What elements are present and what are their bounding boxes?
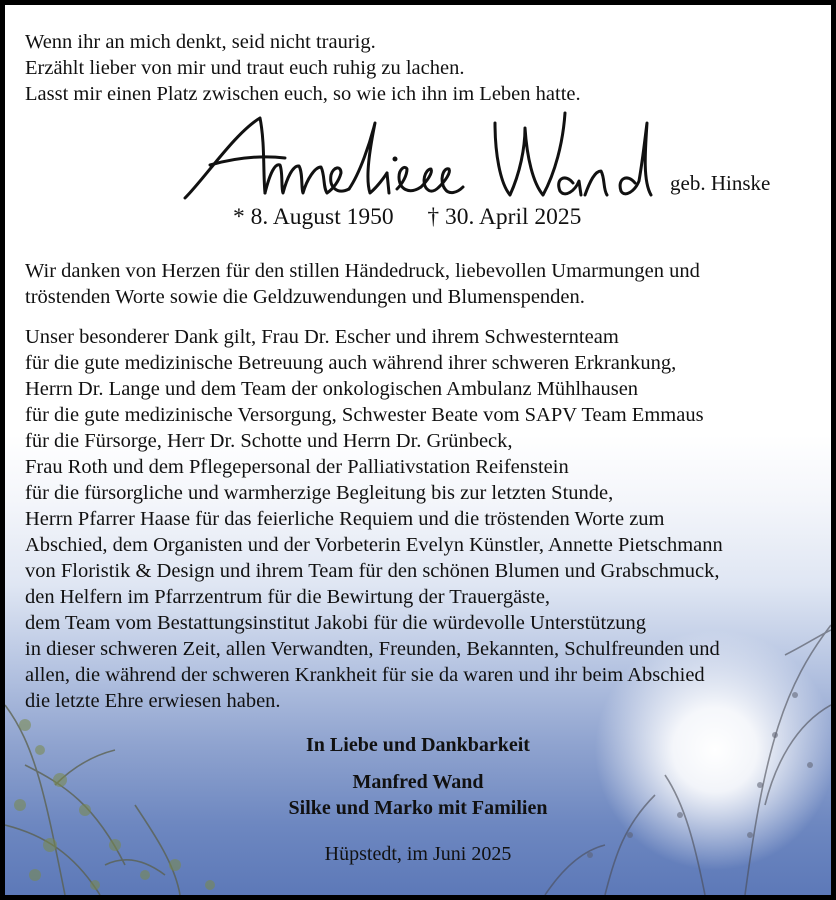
thanks-body-line: allen, die während der schweren Krankheit für sie da waren und ihr beim Abschied xyxy=(25,664,705,686)
thanks-body-line: die letzte Ehre erwiesen haben. xyxy=(25,690,281,712)
life-dates xyxy=(233,204,581,231)
thanks-body-line: von Floristik & Design und ihrem Team für den schönen Blumen und Grabschmuck, xyxy=(25,560,720,582)
thanks-body-line: Herrn Dr. Lange und dem Team der onkologischen Ambulanz Mühlhausen xyxy=(25,378,639,400)
signatory: Manfred Wand xyxy=(352,771,484,793)
thanks-intro-line: Wir danken von Herzen für den stillen Händedruck, liebevollen Umarmungen und xyxy=(25,260,700,282)
born-symbol: * xyxy=(233,204,245,230)
deceased-name-script xyxy=(165,103,665,218)
content xyxy=(5,5,831,895)
thanks-body-line: Herrn Pfarrer Haase für das feierliche Requiem und die tröstenden Worte zum xyxy=(25,508,665,530)
verse-line: Lasst mir einen Platz zwischen euch, so wie ich ihn im Leben hatte. xyxy=(25,83,581,105)
closing-phrase: In Liebe und Dankbarkeit xyxy=(306,734,530,756)
thanks-body-line: Abschied, dem Organisten und der Vorbeterin Evelyn Künstler, Annette Pietschmann xyxy=(25,534,723,556)
death-date: 30. April 2025 xyxy=(444,204,582,230)
thanks-body-line: für die fürsorgliche und warmherzige Begleitung bis zur letzten Stunde, xyxy=(25,482,614,504)
birth-name: geb. Hinske xyxy=(670,171,771,195)
thanks-body-line: Unser besonderer Dank gilt, Frau Dr. Escher und ihrem Schwesternteam xyxy=(25,326,619,348)
thanks-body-line: für die gute medizinische Versorgung, Schwester Beate vom SAPV Team Emmaus xyxy=(25,404,704,426)
thanks-body-line: in dieser schweren Zeit, allen Verwandten, Freunden, Bekannten, Schulfreunden und xyxy=(25,638,720,660)
thanks-body-line: dem Team vom Bestattungsinstitut Jakobi für die würdevolle Unterstützung xyxy=(25,612,647,634)
signatory: Silke und Marko mit Familien xyxy=(288,797,548,819)
cross-icon: † xyxy=(427,204,440,230)
thanks-intro-line: tröstenden Worte sowie die Geldzuwendungen und Blumenspenden. xyxy=(25,286,585,308)
verse-line: Erzählt lieber von mir und traut euch ruhig zu lachen. xyxy=(25,57,465,79)
thanks-body-line: Frau Roth und dem Pflegepersonal der Palliativstation Reifenstein xyxy=(25,456,569,478)
thanks-body-line: für die Fürsorge, Herr Dr. Schotte und Herrn Dr. Grünbeck, xyxy=(25,430,513,452)
thanks-body-line: den Helfern im Pfarrzentrum für die Bewirtung der Trauergäste, xyxy=(25,586,551,608)
birth-date: 8. August 1950 xyxy=(250,204,394,230)
verse-line: Wenn ihr an mich denkt, seid nicht traurig. xyxy=(25,31,376,53)
obituary-card xyxy=(5,5,831,895)
place-date: Hüpstedt, im Juni 2025 xyxy=(324,843,512,865)
thanks-body-line: für die gute medizinische Betreuung auch während ihrer schweren Erkrankung, xyxy=(25,352,677,374)
